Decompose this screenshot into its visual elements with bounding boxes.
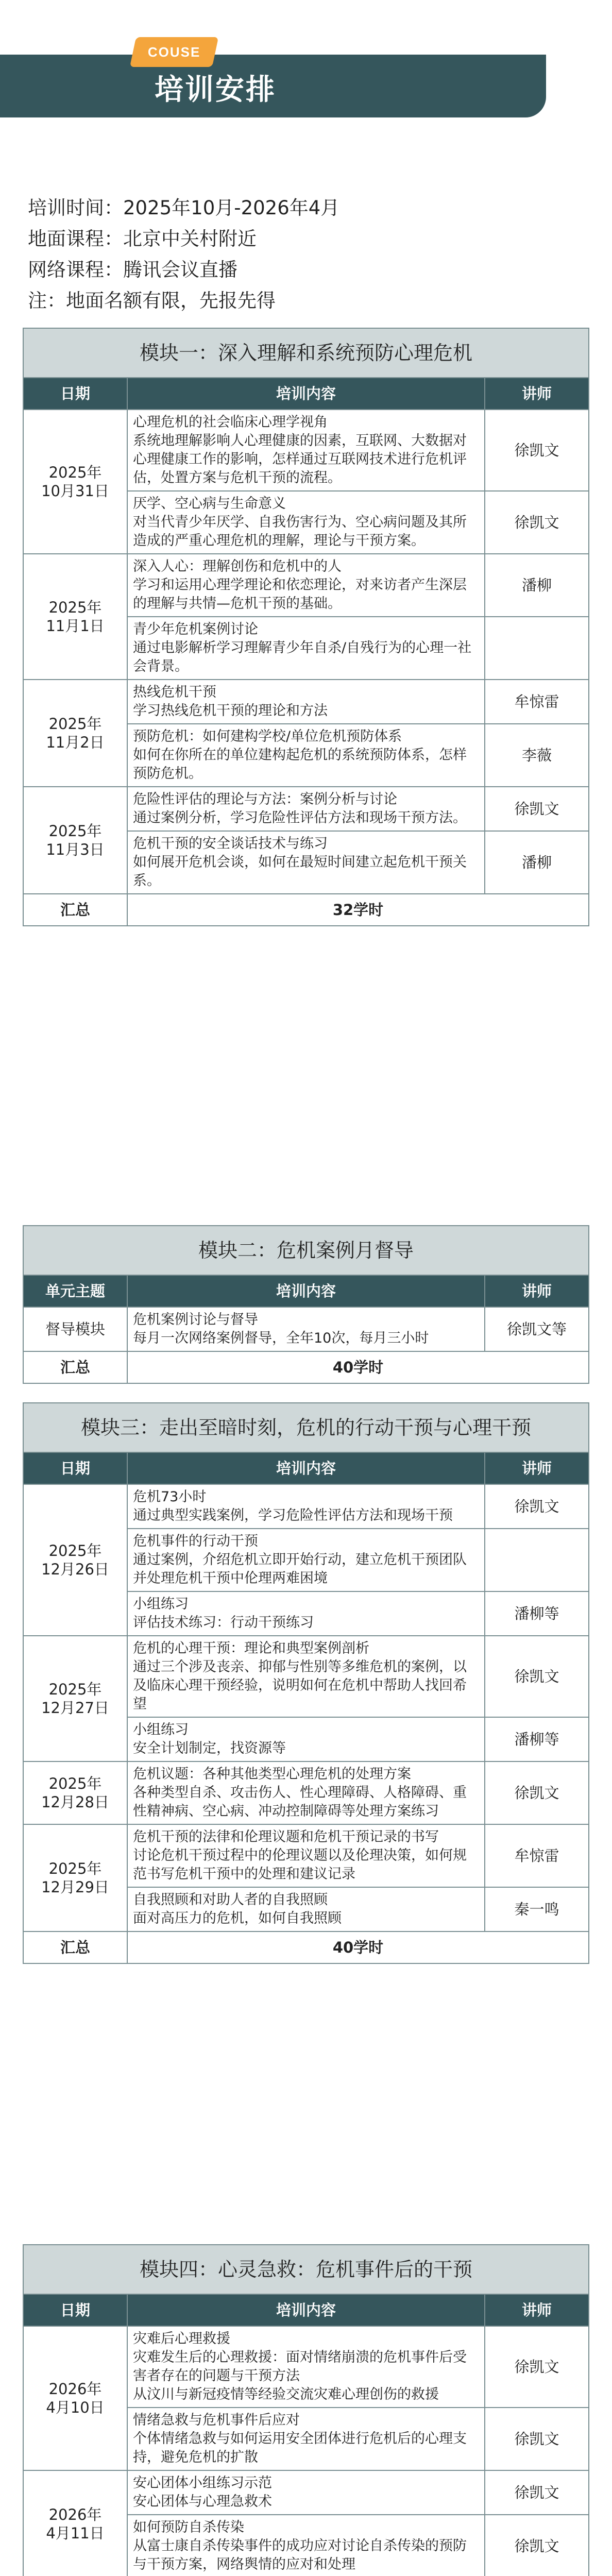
total-label: 汇总	[23, 1351, 127, 1383]
total-label: 汇总	[23, 1931, 127, 1963]
module-title: 模块三：走出至暗时刻，危机的行动干预与心理干预	[23, 1403, 589, 1452]
module-1-table	[23, 328, 589, 926]
column-header-lecturer: 讲师	[485, 2294, 589, 2326]
session-content: 小组练习 评估技术练习：行动干预练习	[127, 1591, 485, 1636]
session-lecturer: 潘柳	[485, 831, 589, 894]
session-lecturer: 牟惊雷	[485, 1824, 589, 1887]
table-row	[23, 1484, 589, 1529]
info-time: 培训时间：2025年10月-2026年4月	[28, 197, 340, 219]
session-content: 危险性评估的理论与方法：案例分析与讨论 通过案例分析，学习危险性评估方法和现场干预方法。	[127, 787, 485, 831]
session-lecturer: 秦一鸣	[485, 1887, 589, 1931]
session-content: 危机事件的行动干预 通过案例，介绍危机立即开始行动，建立危机干预团队并处理危机干预中伦理两难困境	[127, 1529, 485, 1591]
column-header-content: 培训内容	[127, 1275, 485, 1307]
session-lecturer	[485, 1529, 589, 1591]
module-4-table	[23, 2244, 589, 2576]
session-date: 2025年 12月29日	[23, 1824, 127, 1931]
session-date: 2025年 10月31日	[23, 410, 127, 554]
table-row	[23, 1307, 589, 1351]
table-row	[23, 410, 589, 491]
column-header-date: 日期	[23, 1452, 127, 1484]
table-row	[23, 1824, 589, 1887]
module-2-table	[23, 1225, 589, 1384]
session-content: 热线危机干预 学习热线危机干预的理论和方法	[127, 680, 485, 724]
session-content: 如何预防自杀传染 从富士康自杀传染事件的成功应对讨论自杀传染的预防与干预方案，网络舆情的应对和处理	[127, 2515, 485, 2576]
session-date: 2026年 4月11日	[23, 2470, 127, 2576]
session-content: 危机案例讨论与督导 每月一次网络案例督导，全年10次，每月三小时	[127, 1307, 485, 1351]
session-date: 2026年 4月10日	[23, 2326, 127, 2470]
session-lecturer	[485, 617, 589, 680]
session-date: 督导模块	[23, 1307, 127, 1351]
session-date: 2025年 11月1日	[23, 554, 127, 680]
module-title: 模块四：心灵急救：危机事件后的干预	[23, 2245, 589, 2294]
session-content: 小组练习 安全计划制定，找资源等	[127, 1717, 485, 1761]
session-lecturer: 牟惊雷	[485, 680, 589, 724]
total-hours: 40学时	[127, 1931, 589, 1963]
session-lecturer: 徐凯文等	[485, 1307, 589, 1351]
session-lecturer: 徐凯文	[485, 2408, 589, 2470]
session-lecturer: 徐凯文	[485, 410, 589, 491]
info-ground: 地面课程：北京中关村附近	[28, 228, 257, 250]
session-lecturer: 徐凯文	[485, 1761, 589, 1824]
table-row	[23, 2470, 589, 2515]
session-lecturer: 徐凯文	[485, 1636, 589, 1717]
module-title: 模块二：危机案例月督导	[23, 1226, 589, 1275]
session-lecturer: 潘柳等	[485, 1717, 589, 1761]
session-lecturer: 潘柳等	[485, 1591, 589, 1636]
training-info	[28, 193, 339, 316]
session-date: 2025年 11月2日	[23, 680, 127, 787]
session-content: 危机议题：各种其他类型心理危机的处理方案 各种类型自杀、攻击伤人、性心理障碍、人格障碍、重性精神病、空心病、冲动控制障碍等处理方案练习	[127, 1761, 485, 1824]
session-lecturer: 徐凯文	[485, 1484, 589, 1529]
section-title: 培训安排	[155, 73, 276, 107]
session-content: 情绪急救与危机事件后应对 个体情绪急救与如何运用安全团体进行危机后的心理支持，避免危机的扩散	[127, 2408, 485, 2470]
session-date: 2025年 11月3日	[23, 787, 127, 894]
column-header-content: 培训内容	[127, 2294, 485, 2326]
column-header-content: 培训内容	[127, 378, 485, 410]
column-header-date: 日期	[23, 378, 127, 410]
module-3-table	[23, 1402, 589, 1964]
total-hours: 32学时	[127, 894, 589, 926]
session-lecturer: 徐凯文	[485, 2470, 589, 2515]
table-row	[23, 554, 589, 617]
session-content: 深入人心：理解创伤和危机中的人 学习和运用心理学理论和依恋理论，对来访者产生深层的理解与共情—危机干预的基础。	[127, 554, 485, 617]
column-header-lecturer: 讲师	[485, 1452, 589, 1484]
table-row	[23, 1636, 589, 1717]
session-lecturer: 徐凯文	[485, 787, 589, 831]
session-date: 2025年 12月28日	[23, 1761, 127, 1824]
table-row	[23, 1761, 589, 1824]
column-header-date: 单元主题	[23, 1275, 127, 1307]
session-date: 2025年 12月26日	[23, 1484, 127, 1636]
session-content: 预防危机：如何建构学校/单位危机预防体系 如何在你所在的单位建构起危机的系统预防体系，怎样预防危机。	[127, 724, 485, 787]
session-content: 灾难后心理救援 灾难发生后的心理救援：面对情绪崩溃的危机事件后受害者存在的问题与干预方法 从汶川与新冠疫情等经验交流灾难心理创伤的救援	[127, 2326, 485, 2408]
info-online: 网络课程：腾讯会议直播	[28, 259, 237, 281]
session-content: 安心团体小组练习示范 安心团体与心理急救术	[127, 2470, 485, 2515]
session-lecturer: 李薇	[485, 724, 589, 787]
table-row	[23, 2326, 589, 2408]
info-note: 注：地面名额有限，先报先得	[28, 290, 276, 312]
column-header-date: 日期	[23, 2294, 127, 2326]
column-header-lecturer: 讲师	[485, 378, 589, 410]
section-tag: COUSE	[130, 37, 218, 67]
session-content: 危机干预的安全谈话技术与练习 如何展开危机会谈，如何在最短时间建立起危机干预关系。	[127, 831, 485, 894]
session-lecturer: 徐凯文	[485, 491, 589, 554]
session-lecturer: 潘柳	[485, 554, 589, 617]
module-title: 模块一：深入理解和系统预防心理危机	[23, 328, 589, 378]
session-content: 危机干预的法律和伦理议题和危机干预记录的书写 讨论危机干预过程中的伦理议题以及伦理决策，如何规范书写危机干预中的处理和建议记录	[127, 1824, 485, 1887]
session-lecturer: 徐凯文	[485, 2326, 589, 2408]
column-header-content: 培训内容	[127, 1452, 485, 1484]
table-row	[23, 680, 589, 724]
table-row	[23, 787, 589, 831]
session-content: 自我照顾和对助人者的自我照顾 面对高压力的危机，如何自我照顾	[127, 1887, 485, 1931]
total-hours: 40学时	[127, 1351, 589, 1383]
session-content: 危机73小时 通过典型实践案例，学习危险性评估方法和现场干预	[127, 1484, 485, 1529]
session-content: 危机的心理干预：理论和典型案例剖析 通过三个涉及丧亲、抑郁与性别等多维危机的案例，以及临床心理干预经验，说明如何在危机中帮助人找回希望	[127, 1636, 485, 1717]
session-content: 厌学、空心病与生命意义 对当代青少年厌学、自我伤害行为、空心病问题及其所造成的严重心理危机的理解，理论与干预方案。	[127, 491, 485, 554]
session-content: 青少年危机案例讨论 通过电影解析学习理解青少年自杀/自残行为的心理一社会背景。	[127, 617, 485, 680]
session-content: 心理危机的社会临床心理学视角 系统地理解影响人心理健康的因素，互联网、大数据对心理健康工作的影响，怎样通过互联网技术进行危机评估，处置方案与危机干预的流程。	[127, 410, 485, 491]
total-label: 汇总	[23, 894, 127, 926]
section-banner-schedule	[0, 44, 546, 117]
session-date: 2025年 12月27日	[23, 1636, 127, 1761]
column-header-lecturer: 讲师	[485, 1275, 589, 1307]
session-lecturer: 徐凯文	[485, 2515, 589, 2576]
